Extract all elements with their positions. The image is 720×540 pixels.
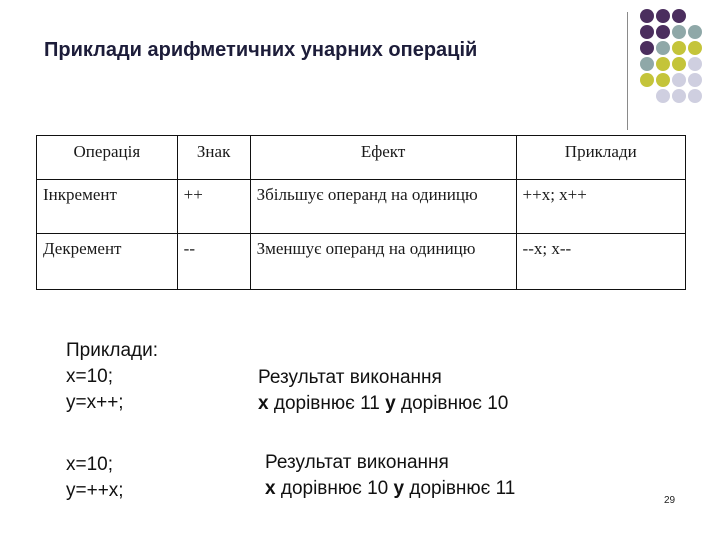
cell-effect: Збільшує операнд на одиницю bbox=[250, 180, 516, 234]
code-line: y=++x; bbox=[66, 480, 124, 501]
var-y: y bbox=[385, 393, 396, 414]
decorative-dot bbox=[672, 73, 686, 87]
example-1-result bbox=[258, 365, 508, 417]
cell-sign: ++ bbox=[177, 180, 250, 234]
decorative-dot bbox=[640, 57, 654, 71]
example-2-code bbox=[66, 452, 124, 504]
var-y: y bbox=[393, 478, 405, 499]
cell-operation: Інкремент bbox=[37, 180, 178, 234]
decorative-dot bbox=[672, 41, 686, 55]
decorative-dot bbox=[640, 41, 654, 55]
decorative-dot bbox=[640, 73, 654, 87]
decorative-dot bbox=[688, 73, 702, 87]
table-row bbox=[37, 234, 686, 290]
decorative-dot bbox=[656, 73, 670, 87]
decorative-dot bbox=[688, 89, 702, 103]
example-2-result bbox=[265, 450, 515, 502]
header-effect: Ефект bbox=[250, 136, 516, 180]
result-line bbox=[265, 476, 515, 502]
decorative-dot bbox=[688, 25, 702, 39]
cell-examples: ++x; x++ bbox=[516, 180, 685, 234]
decorative-dot bbox=[640, 9, 654, 23]
code-line: y=x++; bbox=[66, 392, 124, 413]
decorative-dot bbox=[672, 57, 686, 71]
result-heading: Результат виконання bbox=[265, 452, 449, 473]
cell-operation: Декремент bbox=[37, 234, 178, 290]
slide-title: Приклади арифметичних унарних операцій bbox=[44, 39, 478, 61]
example-1-code bbox=[66, 338, 158, 416]
divider-line bbox=[627, 12, 628, 130]
table-row bbox=[37, 180, 686, 234]
decorative-dot bbox=[688, 41, 702, 55]
result-line bbox=[258, 391, 508, 417]
decorative-dot bbox=[656, 57, 670, 71]
examples-heading: Приклади: bbox=[66, 340, 158, 361]
decorative-dot bbox=[688, 57, 702, 71]
result-text: дорівнює 10 bbox=[395, 393, 509, 414]
header-sign: Знак bbox=[177, 136, 250, 180]
decorative-dot bbox=[640, 25, 654, 39]
var-x: x bbox=[265, 478, 276, 499]
var-x: x bbox=[258, 393, 269, 414]
result-heading: Результат виконання bbox=[258, 367, 442, 388]
code-line: x=10; bbox=[66, 366, 114, 387]
cell-examples: --x; x-- bbox=[516, 234, 685, 290]
cell-effect: Зменшує операнд на одиницю bbox=[250, 234, 516, 290]
decorative-dot bbox=[656, 89, 670, 103]
table-header-row bbox=[37, 136, 686, 180]
page-number: 29 bbox=[664, 495, 676, 506]
code-line: x=10; bbox=[66, 454, 114, 475]
header-operation: Операція bbox=[37, 136, 178, 180]
operations-table bbox=[36, 135, 686, 290]
header-examples: Приклади bbox=[516, 136, 685, 180]
decorative-dot bbox=[656, 9, 670, 23]
decorative-dot bbox=[672, 25, 686, 39]
decorative-dot bbox=[672, 89, 686, 103]
decorative-dot bbox=[672, 9, 686, 23]
result-text: дорівнює 11 bbox=[404, 478, 516, 499]
decorative-dot bbox=[656, 25, 670, 39]
result-text: дорівнює 10 bbox=[275, 478, 394, 499]
result-text: дорівнює 11 bbox=[268, 393, 386, 414]
cell-sign: -- bbox=[177, 234, 250, 290]
decorative-dot bbox=[656, 41, 670, 55]
